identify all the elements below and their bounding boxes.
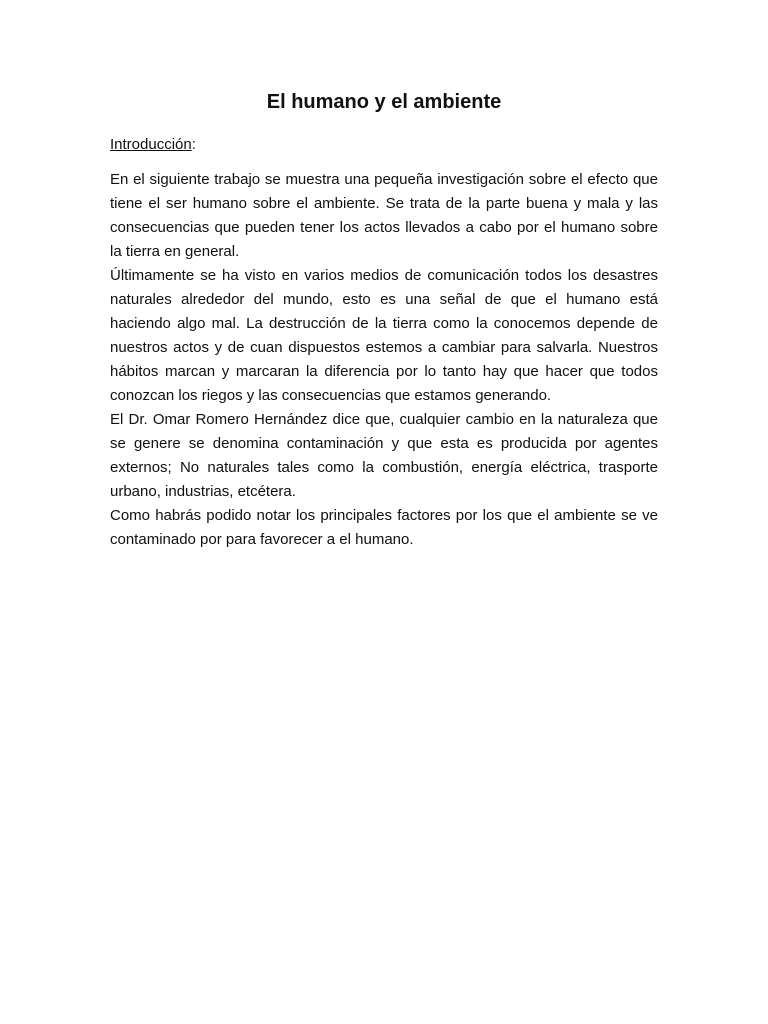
paragraph-1: En el siguiente trabajo se muestra una pequeña investigación sobre el efecto que tiene el ser humano sobre el ambiente. Se trata de la parte buena y mala y las consecuencias que pueden tener los actos llevados a cabo por el humano sobre la tierra en general.	[110, 171, 658, 260]
section-heading-colon: :	[191, 136, 196, 153]
paragraph-4: Como habrás podido notar los principales factores por los que el ambiente se ve contaminado por para favorecer a el humano.	[110, 507, 658, 548]
document-page	[110, 88, 658, 552]
section-heading	[110, 134, 658, 156]
document-title: El humano y el ambiente	[266, 91, 502, 113]
paragraph-2: Últimamente se ha visto en varios medios de comunicación todos los desastres naturales alrededor del mundo, esto es una señal de que el humano está haciendo algo mal. La destrucción de la tierra como la conocemos depende de nuestros actos y de cuan dispuestos estemos a cambiar para salvarla. Nuestros hábitos marcan y marcaran la diferencia por lo tanto hay que hacer que todos conozcan los riegos y las consecuencias que estamos generando.	[110, 267, 658, 404]
section-heading-label: Introducción	[110, 136, 192, 153]
paragraph-3: El Dr. Omar Romero Hernández dice que, cualquier cambio en la naturaleza que se genere se denomina contaminación y que esta es producida por agentes externos; No naturales tales como la combustión, energía eléctrica, trasporte urbano, industrias, etcétera.	[110, 411, 658, 500]
